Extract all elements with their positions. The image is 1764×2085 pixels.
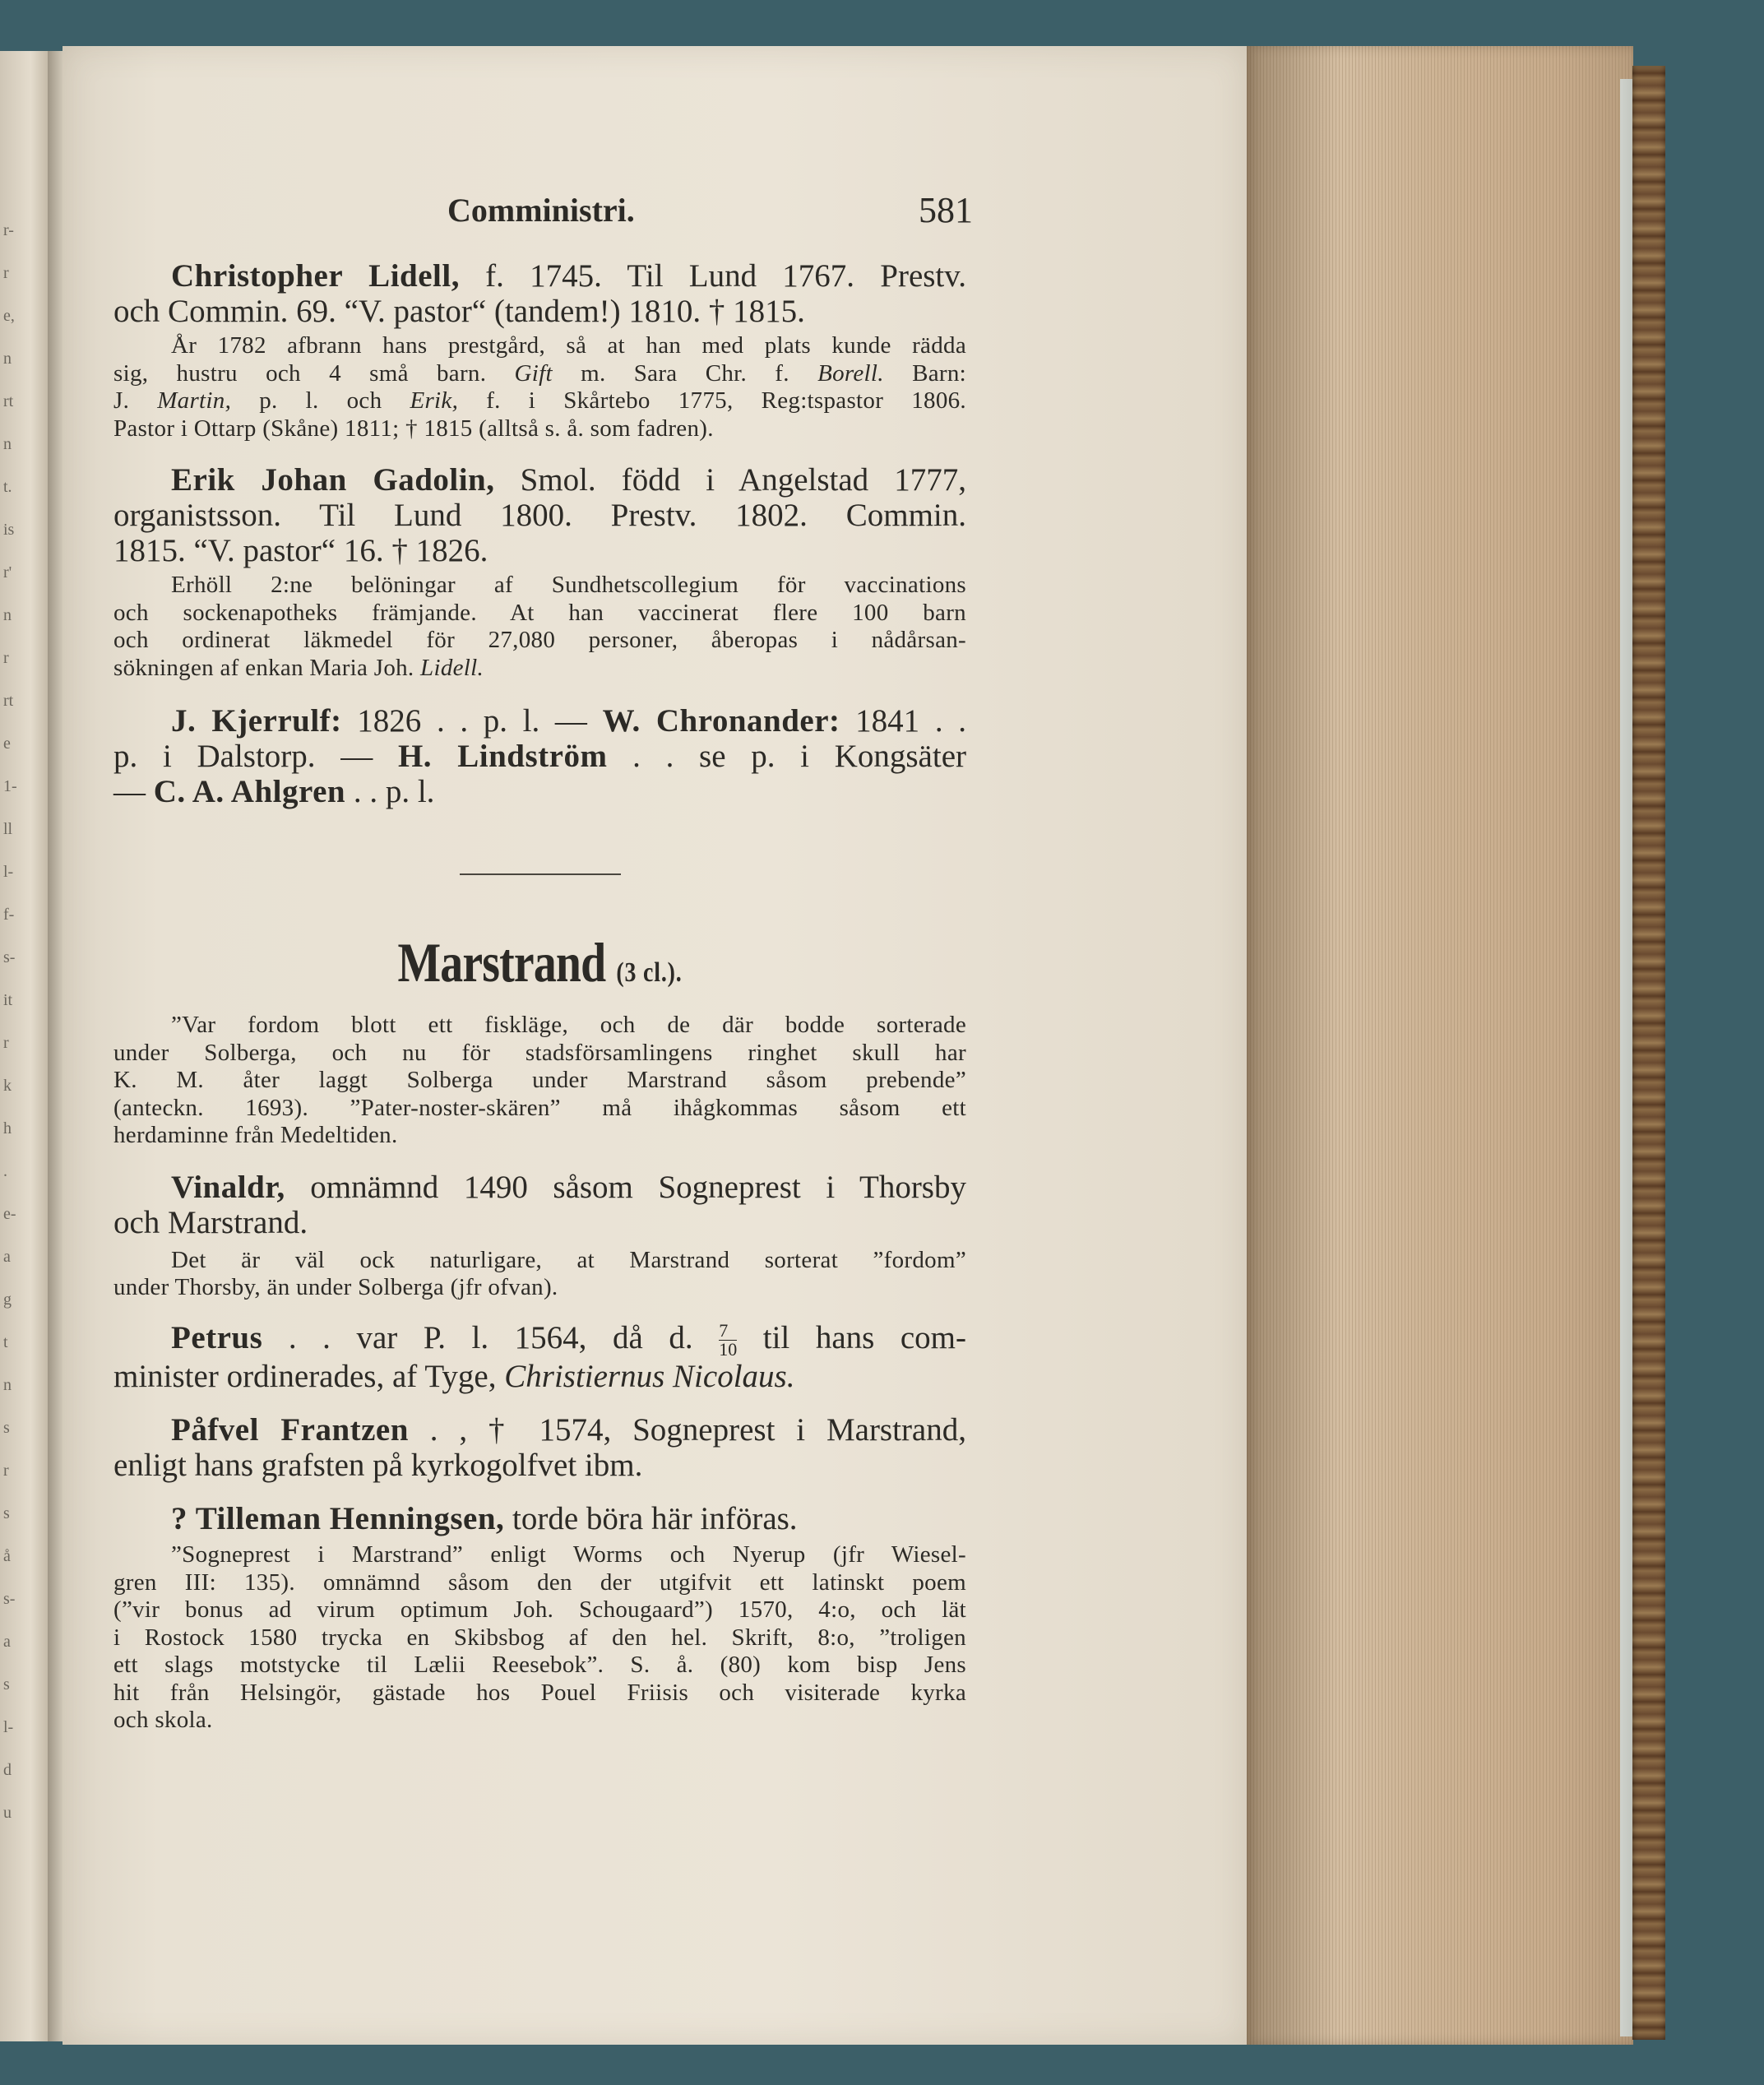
entry-question-mark: ? [171,1501,188,1537]
left-page-text-fragment: r' [3,563,12,581]
entry-name: Christopher Lidell, [171,258,460,294]
left-page-text-fragment: r [3,1034,9,1052]
running-header [113,188,973,230]
entry-text: . . p. l. [345,774,435,809]
note-line: och ordinerat läkmedel för 27,080 personer, åberopas i nådårsan- [113,627,966,653]
left-page-text-fragment: a [3,1248,11,1266]
fraction-numerator: 7 [719,1322,737,1341]
entry-italic: Christiernus Nicolaus. [504,1359,795,1395]
entry-vinaldr [113,1170,966,1240]
left-page-text-fragment: l- [3,1718,14,1736]
entry-text: f. 1745. Til Lund 1767. Prestv. [459,258,966,294]
entry-name: Vinaldr, [171,1169,285,1205]
left-page-text-fragment: f- [3,906,15,924]
note-vinaldr [113,1247,966,1302]
entry-pafvel [113,1412,966,1483]
note-line: Barn: [883,359,966,387]
left-page-text-fragment: is [3,521,15,539]
entry-text: — [113,774,146,809]
note-italic: Erik, [410,387,459,414]
marbled-cover-edge [1632,66,1665,2040]
note-line: Erhöll 2:ne belöningar af Sundhetscollegium för vaccinations [171,572,966,598]
left-page-text-fragment: r [3,649,9,667]
entry-text: organistsson. Til Lund 1800. Prestv. 1802. Commin. [113,498,966,533]
left-page-text-fragment: e, [3,307,15,325]
note-italic: Martin, [157,387,232,414]
entry-name: Erik Johan Gadolin, [171,462,495,498]
left-page-text-fragment: e- [3,1205,16,1223]
left-page-text-fragment: ll [3,820,13,838]
left-page-text-fragment: r [3,264,9,282]
page-number: 581 [919,190,973,230]
note-gadolin [113,572,966,682]
left-page-text-fragment: u [3,1804,12,1822]
page-body [113,258,966,1735]
left-page-text-fragment: rt [3,392,14,410]
entry-text: til hans com- [737,1319,966,1355]
entry-kjerrulf-chronander [113,703,966,809]
left-page-text-fragment: t. [3,478,12,496]
note-line: Pastor i Ottarp (Skåne) 1811; † 1815 (alltså s. å. som fadren). [113,415,714,442]
left-page-text-fragment: n [3,1376,12,1394]
left-page-text-fragment: s [3,1504,10,1522]
note-line: under Thorsby, än under Solberga (jfr ofvan). [113,1274,558,1300]
note-line: och sockenapotheks främjande. At han vaccinerat flere 100 barn [113,599,966,626]
left-page-text-fragment: e [3,734,11,753]
left-page-text-fragment: d [3,1761,12,1779]
note-line: (anteckn. 1693). ”Pater-noster-skären” må ihågkommas såsom ett [113,1094,966,1121]
entry-text: 1826 . . p. l. — [341,703,587,739]
left-page-text-fragment: rt [3,692,14,710]
note-line: herdaminne från Medeltiden. [113,1122,398,1148]
note-line: sig, hustru och 4 små barn. [113,359,487,387]
section-title: Marstrand [397,931,606,994]
entry-gadolin [113,462,966,568]
entry-tilleman [113,1501,966,1536]
section-intro [113,1012,966,1150]
note-line: J. [113,387,130,414]
left-page-text-fragment: s [3,1675,10,1693]
left-page-text-fragment: a [3,1633,11,1651]
entry-text: minister ordinerades, af Tyge, [113,1359,497,1395]
left-page-text-fragment: k [3,1077,12,1095]
left-page-text-fragment: h [3,1119,12,1137]
note-lidell [113,332,966,442]
entry-name: Tilleman Henningsen, [195,1501,505,1537]
note-line: m. Sara Chr. f. [552,359,789,387]
entry-text: Smol. född i Angelstad 1777, [494,462,966,498]
entry-text: och Marstrand. [113,1204,308,1240]
page-block-shadow [1247,46,1337,2045]
note-italic: Gift [514,359,553,387]
note-italic: Lidell. [420,654,484,681]
entry-text: 1841 . . [840,703,966,739]
note-line: År 1782 afbrann hans prestgård, så at han med plats kunde rädda [171,332,966,359]
note-line: i Rostock 1580 trycka en Skibsbog af den hel. Skrift, 8:o, ”troligen [113,1624,966,1651]
section-divider [460,873,621,875]
entry-name: J. Kjerrulf: [171,703,342,739]
left-page-text-fragment: s- [3,948,16,966]
note-line: sökningen af enkan Maria Joh. [113,654,414,681]
note-line: under Solberga, och nu för stadsförsamlingens ringhet skull har [113,1039,966,1066]
date-fraction [719,1322,737,1359]
entry-petrus [113,1320,966,1395]
entry-text: . , † 1574, Sogneprest i Marstrand, [408,1412,966,1448]
entry-text: torde böra här införas. [504,1501,798,1537]
entry-name: H. Lindström [397,739,608,774]
entry-text: p. i Dalstorp. — [113,739,373,774]
fraction-denominator: 10 [719,1339,738,1360]
note-line: hit från Helsingör, gästade hos Pouel Friisis och visiterade kyrka [113,1679,966,1706]
note-tilleman [113,1541,966,1735]
left-page-text-fragment: å [3,1547,11,1565]
left-page-text-fragment: r- [3,221,14,239]
entry-name: Påfvel Frantzen [171,1412,409,1448]
note-line: f. i Skårtebo 1775, Reg:tspastor 1806. [458,387,966,414]
left-page-text-fragment: n [3,435,12,453]
left-page-text-fragment: t [3,1333,8,1351]
left-page-edge [0,51,51,2041]
entry-lidell [113,258,966,329]
entry-text: 1815. “V. pastor“ 16. † 1826. [113,533,488,568]
entry-text: enligt hans grafsten på kyrkogolfvet ibm. [113,1448,643,1484]
note-line: p. l. och [231,387,382,414]
entry-name: Petrus [171,1319,263,1355]
running-head-title: Comministri. [447,192,635,229]
left-page-text-fragment: n [3,606,12,624]
entry-name: W. Chronander: [602,703,840,739]
left-page-text-fragment: n [3,350,12,368]
entry-text: . . se p. i Kongsäter [607,739,966,774]
entry-text: omnämnd 1490 såsom Sogneprest i Thorsby [285,1169,966,1205]
entry-text: och Commin. 69. “V. pastor“ (tandem!) 1810. † 1815. [113,294,805,329]
left-page-text-fragment: l- [3,863,14,881]
note-italic: Borell. [817,359,884,387]
note-line: (”vir bonus ad virum optimum Joh. Schougaard”) 1570, 4:o, och lät [113,1596,966,1624]
note-line: och skola. [113,1707,213,1734]
left-page-text-fragment: . [3,1162,7,1180]
note-line: Det är väl ock naturligare, at Marstrand sorterat ”fordom” [171,1246,966,1273]
entry-name: C. A. Ahlgren [153,774,346,809]
section-heading [190,931,889,994]
entry-text: . . var P. l. 1564, då d. [262,1319,693,1355]
left-page-text-fragment: s [3,1419,10,1437]
left-page-text-fragment: 1- [3,777,17,795]
left-page-text-fragment: s- [3,1590,16,1608]
note-line: ”Var fordom blott ett fiskläge, och de där bodde sorterade [171,1012,966,1038]
note-line: ”Sogneprest i Marstrand” enligt Worms och Nyerup (jfr Wiesel- [171,1541,966,1568]
left-page-text-fragment: it [3,991,13,1009]
note-line: K. M. åter laggt Solberga under Marstrand såsom prebende” [113,1067,966,1093]
note-line: ett slags motstycke til Lælii Reesebok”. S. å. (80) kom bisp Jens [113,1652,966,1679]
left-page-text-fragment: r [3,1462,9,1480]
section-class-note: (3 cl.). [616,957,683,988]
note-line: gren III: 135). omnämnd såsom den der utgifvit ett latinskt poem [113,1568,966,1596]
left-page-text-fragment: g [3,1290,12,1309]
